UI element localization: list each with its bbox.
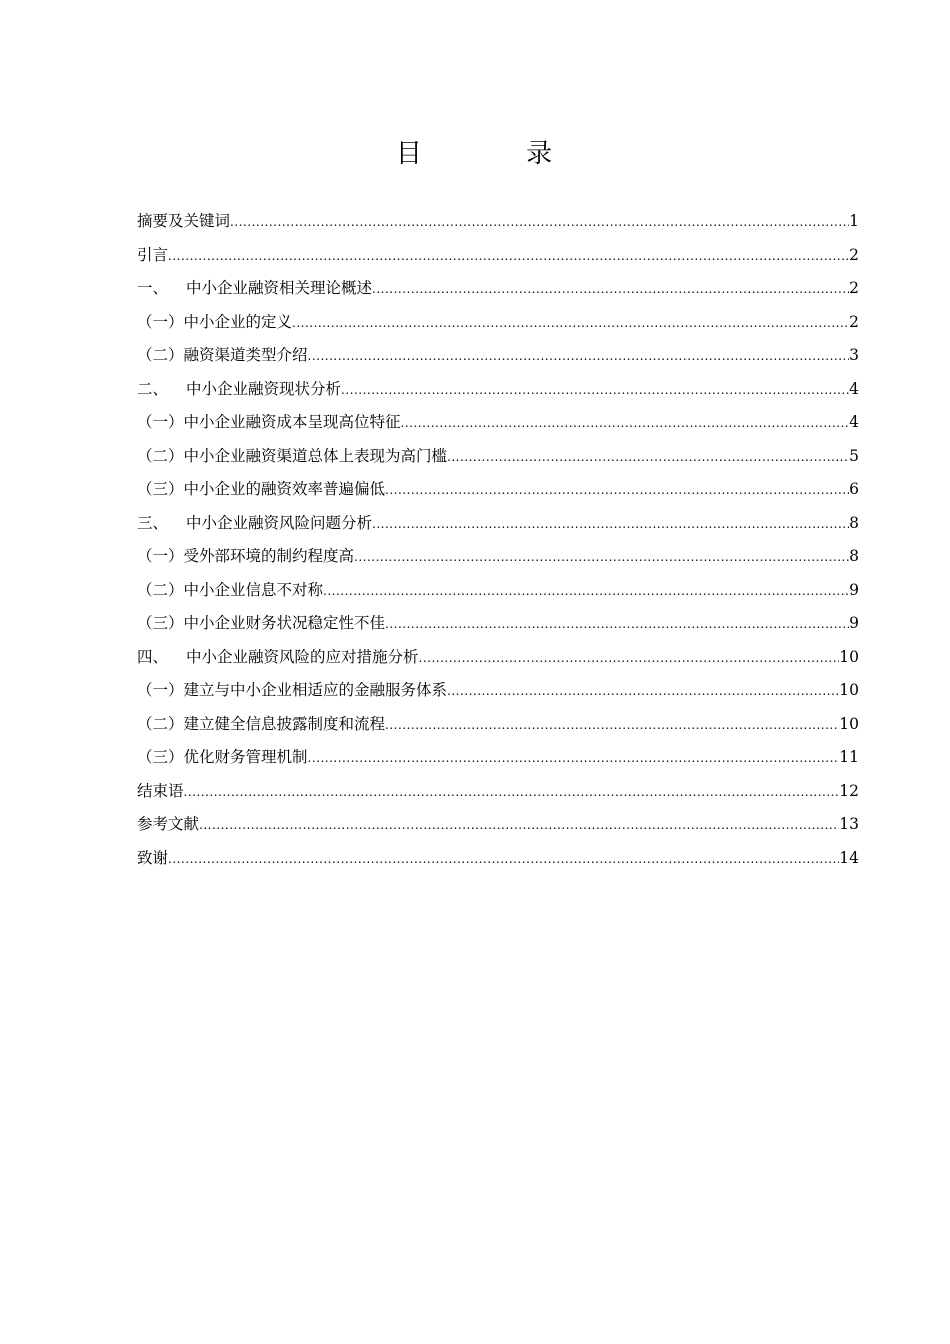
toc-leader-dots [447, 675, 839, 709]
toc-leader-dots [292, 307, 849, 341]
toc-entry-title: 中小企业融资现状分析 [186, 379, 342, 398]
toc-leader-dots [168, 240, 849, 274]
toc-entry-title: 参考文献 [137, 815, 200, 833]
toc-entry-label [137, 440, 447, 474]
toc-leader-dots [341, 374, 849, 408]
toc-entry-number: 二、 [137, 379, 169, 398]
toc-entry-title: 致谢 [137, 848, 169, 867]
toc-leader-dots [447, 441, 849, 475]
toc-entry-label [137, 574, 323, 608]
toc-entry-page: 2 [849, 312, 859, 331]
toc-leader-dots [372, 508, 849, 542]
toc-leader-dots [230, 206, 849, 240]
toc-entry-title: （二）融资渠道类型介绍 [137, 346, 308, 364]
toc-entry-title: （三）中小企业财务状况稳定性不佳 [137, 614, 386, 632]
toc-entry-title: （一）受外部环境的制约程度高 [137, 547, 355, 565]
toc-entry[interactable] [137, 205, 859, 239]
toc-leader-dots [385, 709, 839, 743]
toc-entry-label [137, 674, 447, 708]
toc-entry-label [137, 272, 372, 306]
toc-entry[interactable] [137, 674, 859, 708]
toc-entry-title: 摘要及关键词 [137, 212, 231, 230]
page-title: 目 录 [395, 139, 601, 169]
toc-entry[interactable] [137, 842, 859, 876]
toc-entry-number: 四、 [137, 647, 169, 666]
toc-entry-page: 14 [839, 848, 859, 867]
toc-entry-page: 3 [849, 346, 859, 364]
toc-entry-title: （二）中小企业融资渠道总体上表现为高门槛 [137, 446, 448, 465]
toc-leader-dots [401, 407, 850, 441]
toc-entry-page: 8 [849, 513, 859, 532]
toc-entry-page: 5 [849, 446, 859, 465]
toc-entry-label [137, 641, 419, 675]
toc-entry-title: 结束语 [137, 781, 184, 800]
toc-entry-title: （一）建立与中小企业相适应的金融服务体系 [137, 681, 448, 699]
toc-entry[interactable] [137, 708, 859, 742]
toc-entry-title: （二）建立健全信息披露制度和流程 [137, 714, 386, 733]
toc-leader-dots [419, 642, 840, 676]
toc-entry[interactable] [137, 775, 859, 809]
toc-entry-title: 中小企业融资风险的应对措施分析 [186, 647, 419, 666]
toc-entry-label [137, 842, 168, 876]
toc-entry-number: 一、 [137, 279, 169, 297]
toc-entry[interactable] [137, 440, 859, 474]
toc-entry[interactable] [137, 540, 859, 574]
toc-entry-label [137, 708, 385, 742]
toc-entry-page: 2 [849, 279, 859, 297]
toc-entry-label [137, 607, 385, 641]
toc-entry-page: 13 [839, 815, 859, 833]
toc-entry[interactable] [137, 574, 859, 608]
toc-entry-page: 10 [839, 647, 859, 666]
toc-entry[interactable] [137, 641, 859, 675]
toc-entry-label [137, 373, 341, 407]
toc-leader-dots [199, 809, 839, 843]
toc-entry[interactable] [137, 306, 859, 340]
toc-leader-dots [354, 541, 849, 575]
toc-entry-label [137, 741, 308, 775]
table-of-contents [137, 205, 859, 875]
toc-entry[interactable] [137, 406, 859, 440]
toc-entry[interactable] [137, 272, 859, 306]
toc-entry-label [137, 775, 184, 809]
toc-entry-page: 4 [849, 413, 859, 431]
toc-leader-dots [308, 340, 850, 374]
toc-entry[interactable] [137, 808, 859, 842]
toc-leader-dots [323, 575, 849, 609]
toc-entry[interactable] [137, 473, 859, 507]
toc-entry-title: （三）优化财务管理机制 [137, 748, 308, 766]
toc-entry-page: 9 [849, 614, 859, 632]
toc-entry-title: （一）中小企业的定义 [137, 312, 293, 331]
toc-entry-title: （二）中小企业信息不对称 [137, 580, 324, 599]
toc-entry-label [137, 205, 230, 239]
toc-leader-dots [385, 474, 849, 508]
toc-leader-dots [308, 742, 840, 776]
toc-entry-title: 中小企业融资风险问题分析 [186, 513, 373, 532]
toc-entry[interactable] [137, 239, 859, 273]
toc-entry-page: 2 [849, 245, 859, 264]
toc-entry-label [137, 239, 168, 273]
toc-entry-label [137, 507, 372, 541]
toc-entry[interactable] [137, 339, 859, 373]
toc-entry-page: 6 [849, 480, 859, 498]
toc-entry-page: 10 [839, 681, 859, 699]
toc-entry-page: 1 [849, 212, 859, 230]
toc-leader-dots [184, 776, 840, 810]
toc-entry-page: 12 [839, 781, 859, 800]
toc-entry-page: 10 [839, 714, 859, 733]
toc-entry-label [137, 306, 292, 340]
toc-entry-page: 9 [849, 580, 859, 599]
toc-entry-label [137, 473, 385, 507]
toc-entry-page: 8 [849, 547, 859, 565]
toc-entry-title: （一）中小企业融资成本呈现高位特征 [137, 413, 401, 431]
toc-leader-dots [372, 273, 849, 307]
toc-entry-label [137, 540, 354, 574]
toc-entry-label [137, 339, 308, 373]
toc-leader-dots [385, 608, 849, 642]
toc-entry[interactable] [137, 741, 859, 775]
toc-entry-number: 三、 [137, 513, 169, 532]
toc-entry-label [137, 406, 401, 440]
toc-entry-page: 4 [849, 379, 859, 398]
toc-entry-title: 中小企业融资相关理论概述 [186, 279, 373, 297]
toc-leader-dots [168, 843, 839, 877]
toc-entry-title: （三）中小企业的融资效率普遍偏低 [137, 480, 386, 498]
toc-entry[interactable] [137, 607, 859, 641]
toc-entry[interactable] [137, 373, 859, 407]
toc-entry[interactable] [137, 507, 859, 541]
toc-entry-label [137, 808, 199, 842]
toc-entry-title: 引言 [137, 245, 169, 264]
toc-entry-page: 11 [839, 748, 859, 766]
